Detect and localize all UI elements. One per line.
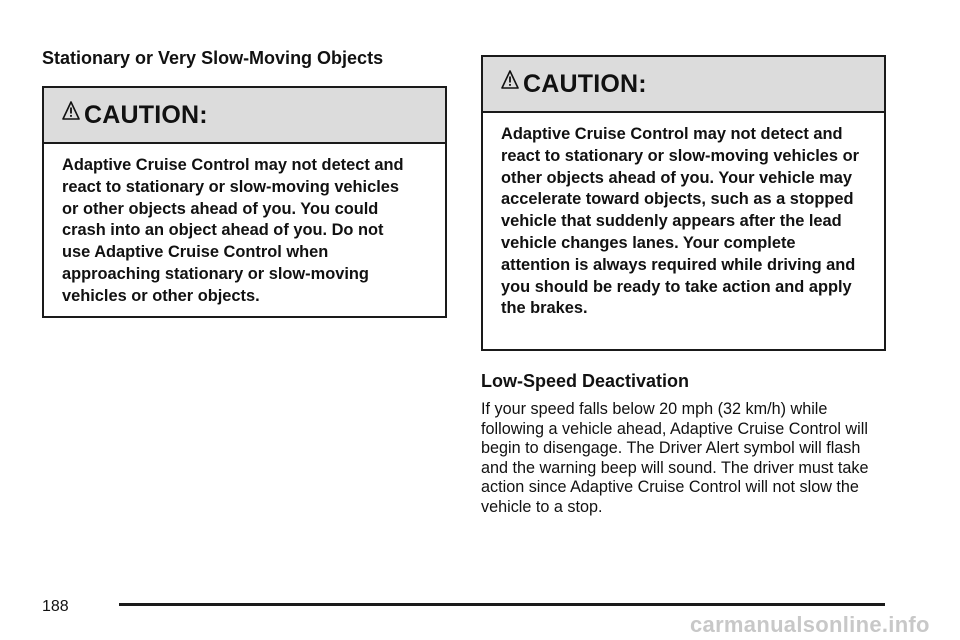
caution-header	[44, 88, 445, 144]
page-number: 188	[42, 598, 69, 615]
low-speed-deactivation-text: If your speed falls below 20 mph (32 km/h) while following a vehicle ahead, Adaptive Cruise Control will begin to disengage. The Driver Alert symbol will flash and the warning beep will sound. The driver must take action since Adaptive Cruise Control will not slow the vehicle to a stop.	[481, 400, 869, 516]
warning-icon	[62, 101, 80, 121]
footer-rule	[119, 603, 885, 606]
caution-title: CAUTION:	[84, 100, 208, 129]
watermark: carmanualsonline.info	[690, 612, 930, 637]
caution-text: Adaptive Cruise Control may not detect and react to stationary or slow-moving vehicles or other objects ahead of you. Your vehicle may accelerate toward objects, such as a stopped vehicle that suddenly appears after the lead vehicle changes lanes. Your complete attention is always required while driving and you should be ready to take action and apply the brakes.	[501, 125, 859, 318]
section-heading-stationary-objects: Stationary or Very Slow-Moving Objects	[42, 48, 384, 68]
caution-title: CAUTION:	[523, 69, 647, 98]
caution-text: Adaptive Cruise Control may not detect and react to stationary or slow-moving vehicles or other objects ahead of you. You could crash into an object ahead of you. Do not use Adaptive Cruise Control when approaching stationary or slow-moving vehicles or other objects.	[62, 156, 404, 305]
section-heading-low-speed-deactivation: Low-Speed Deactivation	[481, 371, 690, 391]
warning-icon	[501, 70, 519, 90]
caution-box-left	[42, 86, 447, 318]
caution-box-right	[481, 55, 886, 351]
caution-header	[483, 57, 884, 113]
